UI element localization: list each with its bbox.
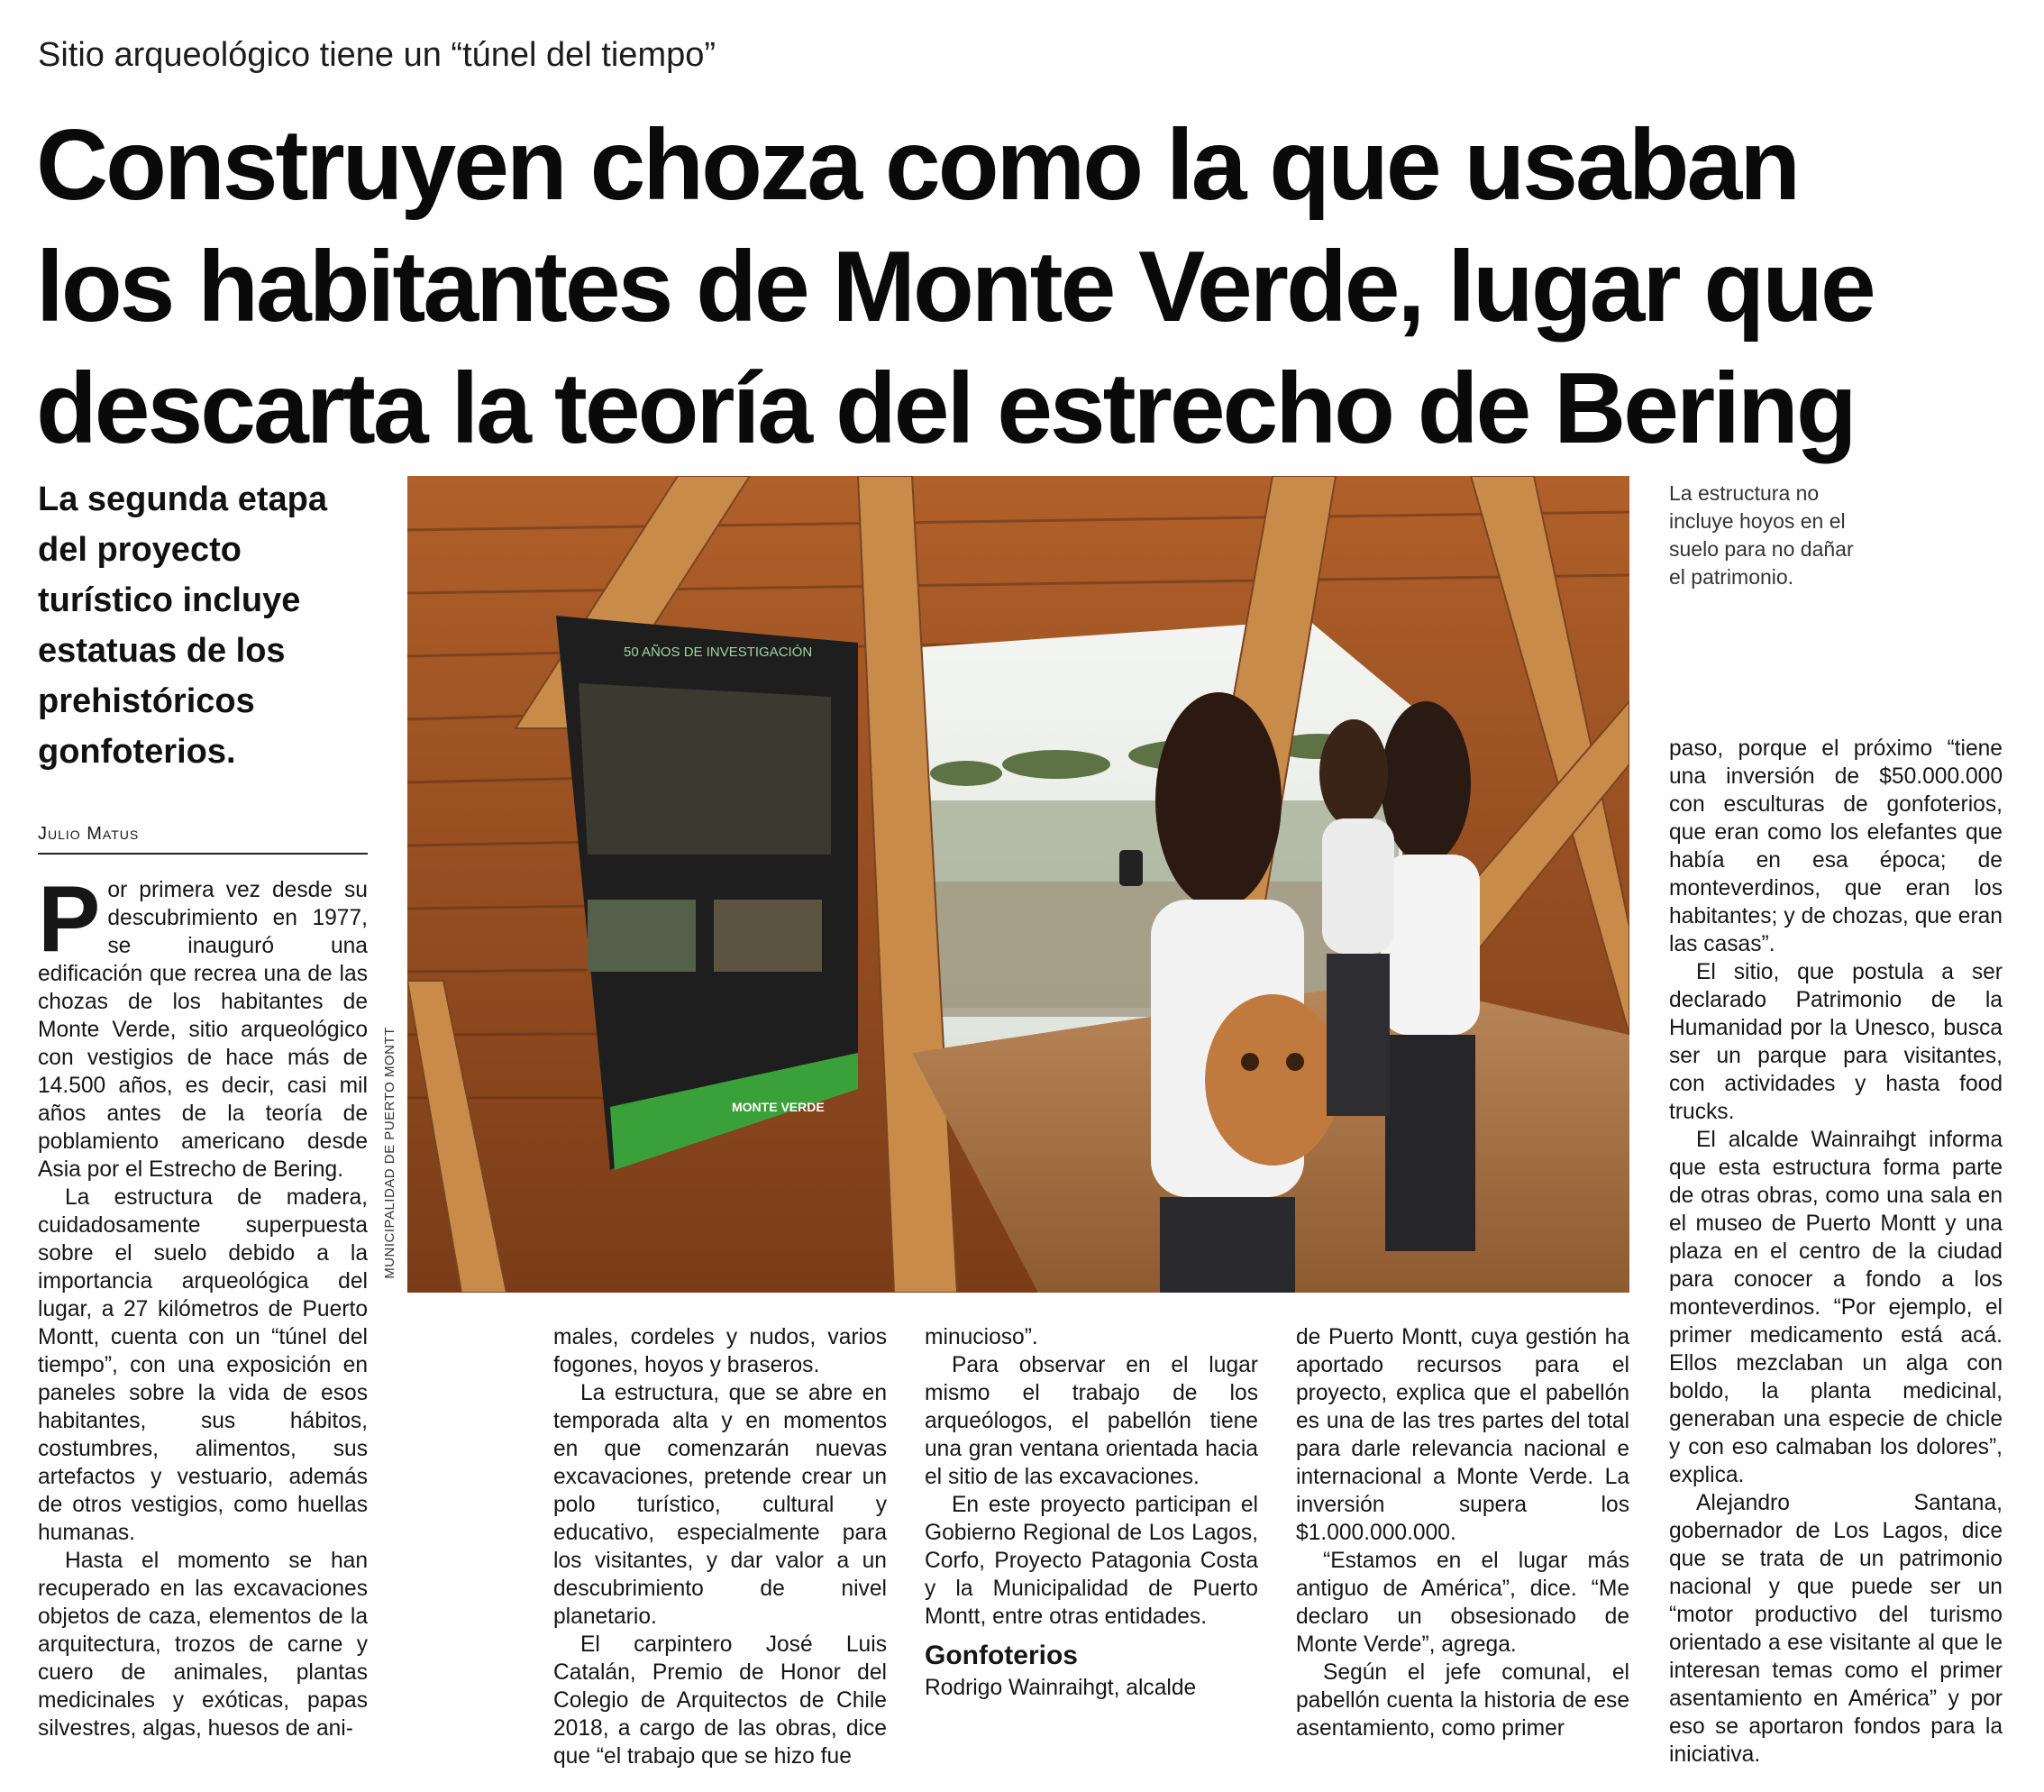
body-paragraph: minucioso”. — [925, 1325, 1038, 1349]
body-paragraph: La estructura, que se abre en temporada alta y en momentos en que comenzarán nuevas excavaciones, pretende crear un polo turístico, cultural y educativo, especialmente para los visitantes, y dar valor a un descubrimiento de nivel planetario. — [553, 1381, 887, 1629]
panel-logo: MONTE VERDE — [732, 1100, 825, 1114]
body-paragraph: Para observar en el lugar mismo el trabajo de los arqueólogos, el pabellón tiene una gran ventana orientada hacia el sitio de las excavaciones. — [925, 1353, 1258, 1489]
photo-credit: MUNICIPALIDAD DE PUERTO MONTT — [382, 1027, 397, 1279]
body-paragraph: El carpintero José Luis Catalán, Premio de Honor del Colegio de Arquitectos de Chile 2018, a cargo de las obras, dice que “el trabajo que se hizo fue — [553, 1632, 887, 1769]
body-column-4 — [1296, 1323, 1629, 1742]
body-paragraph: Alejandro Santana, gobernador de Los Lagos, dice que se trata de un patrimonio nacional y que puede ser un “motor productivo del turismo orientado a ese visitante al que le interesan temas como el primer asentamiento en América” y por eso se aportaron fondos para la iniciativa. — [1669, 1491, 2003, 1767]
body-paragraph: En este proyecto participan el Gobierno Regional de Los Lagos, Corfo, Proyecto Patagonia Costa y la Municipalidad de Puerto Montt, entre otras entidades. — [925, 1493, 1258, 1629]
photo-caption: La estructura no incluye hoyos en el suelo para no dañar el patrimonio. — [1669, 481, 1854, 589]
subheading: Gonfoterios — [925, 1641, 1078, 1670]
body-paragraph: Rodrigo Wainraihgt, alcalde — [925, 1676, 1197, 1700]
byline: Julio Matus — [38, 822, 368, 855]
body-column-2 — [553, 1323, 887, 1770]
body-paragraph: Por primera vez desde su descubrimiento en 1977, se inauguró una edificación que recrea una de las chozas de los habitantes de Monte Verde, sitio arqueológico con vestigios de hace más de 14.500 años, es decir, casi mil años antes de la teoría de poblamiento americano desde Asia por el Estrecho de Bering. — [38, 867, 368, 1182]
kicker: Sitio arqueológico tiene un “túnel del tiempo” — [38, 36, 716, 74]
body-paragraph: La estructura de madera, cuidadosamente superpuesta sobre el suelo debido a la importancia arqueológica del lugar, a 27 kilómetros de Puerto Montt, cuenta con un “túnel del tiempo”, con una exposición en paneles sobre la vida de esos habitantes, sus hábitos, costumbres, alimentos, sus artefactos y vestuario, además de otros vestigios, como huellas humanas. — [38, 1185, 368, 1545]
body-paragraph: de Puerto Montt, cuya gestión ha aportado recursos para el proyecto, explica que el pabellón es una de las tres partes del total para darle relevancia nacional e internacional a Monte Verde. La inversión supera los $1.000.000.000. — [1296, 1325, 1629, 1545]
photo — [407, 476, 1629, 1293]
headline-line-2: los habitantes de Monte Verde, lugar que — [36, 231, 1874, 343]
headline-line-3: descarta la teoría del estrecho de Bering — [36, 352, 1855, 464]
headline-line-1: Construyen choza como la que usaban — [36, 109, 1799, 221]
body-paragraph: Según el jefe comunal, el pabellón cuenta la historia de ese asentamiento, como primer — [1296, 1660, 1629, 1741]
body-paragraph: El sitio, que postula a ser declarado Patrimonio de la Humanidad por la Unesco, busca ser un parque para visitantes, con actividades y hasta food trucks. — [1669, 960, 2003, 1124]
body-paragraph: males, cordeles y nudos, varios fogones, hoyos y braseros. — [553, 1325, 887, 1377]
headline — [36, 105, 2001, 470]
panel-title: 50 AÑOS DE INVESTIGACIÓN — [624, 645, 813, 660]
body-column-3 — [925, 1323, 1258, 1702]
body-paragraph: Hasta el momento se han recuperado en las excavaciones objetos de caza, elementos de la arquitectura, trozos de carne y cuero de animales, plantas medicinales y exóticas, papas silvestres, algas, huesos de ani- — [38, 1549, 368, 1741]
body-paragraph: paso, porque el próximo “tiene una inversión de $50.000.000 con esculturas de gonfoterios, que eran como los elefantes que había en esa época; de monteverdinos, que eran los habitantes; y de chozas, que eran las casas”. — [1669, 736, 2003, 956]
photo-illustration — [407, 476, 1629, 1293]
body-paragraph: El alcalde Wainraihgt informa que esta estructura forma parte de otras obras, como una sala en el museo de Puerto Montt y una plaza en el centro de la ciudad para conocer a fondo a los monteverdinos. “Por ejemplo, el primer medicamento está acá. Ellos mezclaban un alga con boldo, la planta medicinal, generaban una especie de chicle y con eso calmaban los dolores”, explica. — [1669, 1128, 2003, 1487]
body-column-1 — [38, 867, 368, 1742]
drop-cap: P — [38, 867, 101, 972]
deck: La segunda etapa del proyecto turístico incluye estatuas de los prehistóricos gonfoterios. — [38, 480, 327, 771]
body-paragraph: “Estamos en el lugar más antiguo de América”, dice. “Me declaro un obsesionado de Monte Verde”, agrega. — [1296, 1549, 1629, 1657]
body-column-5 — [1669, 735, 2003, 1769]
